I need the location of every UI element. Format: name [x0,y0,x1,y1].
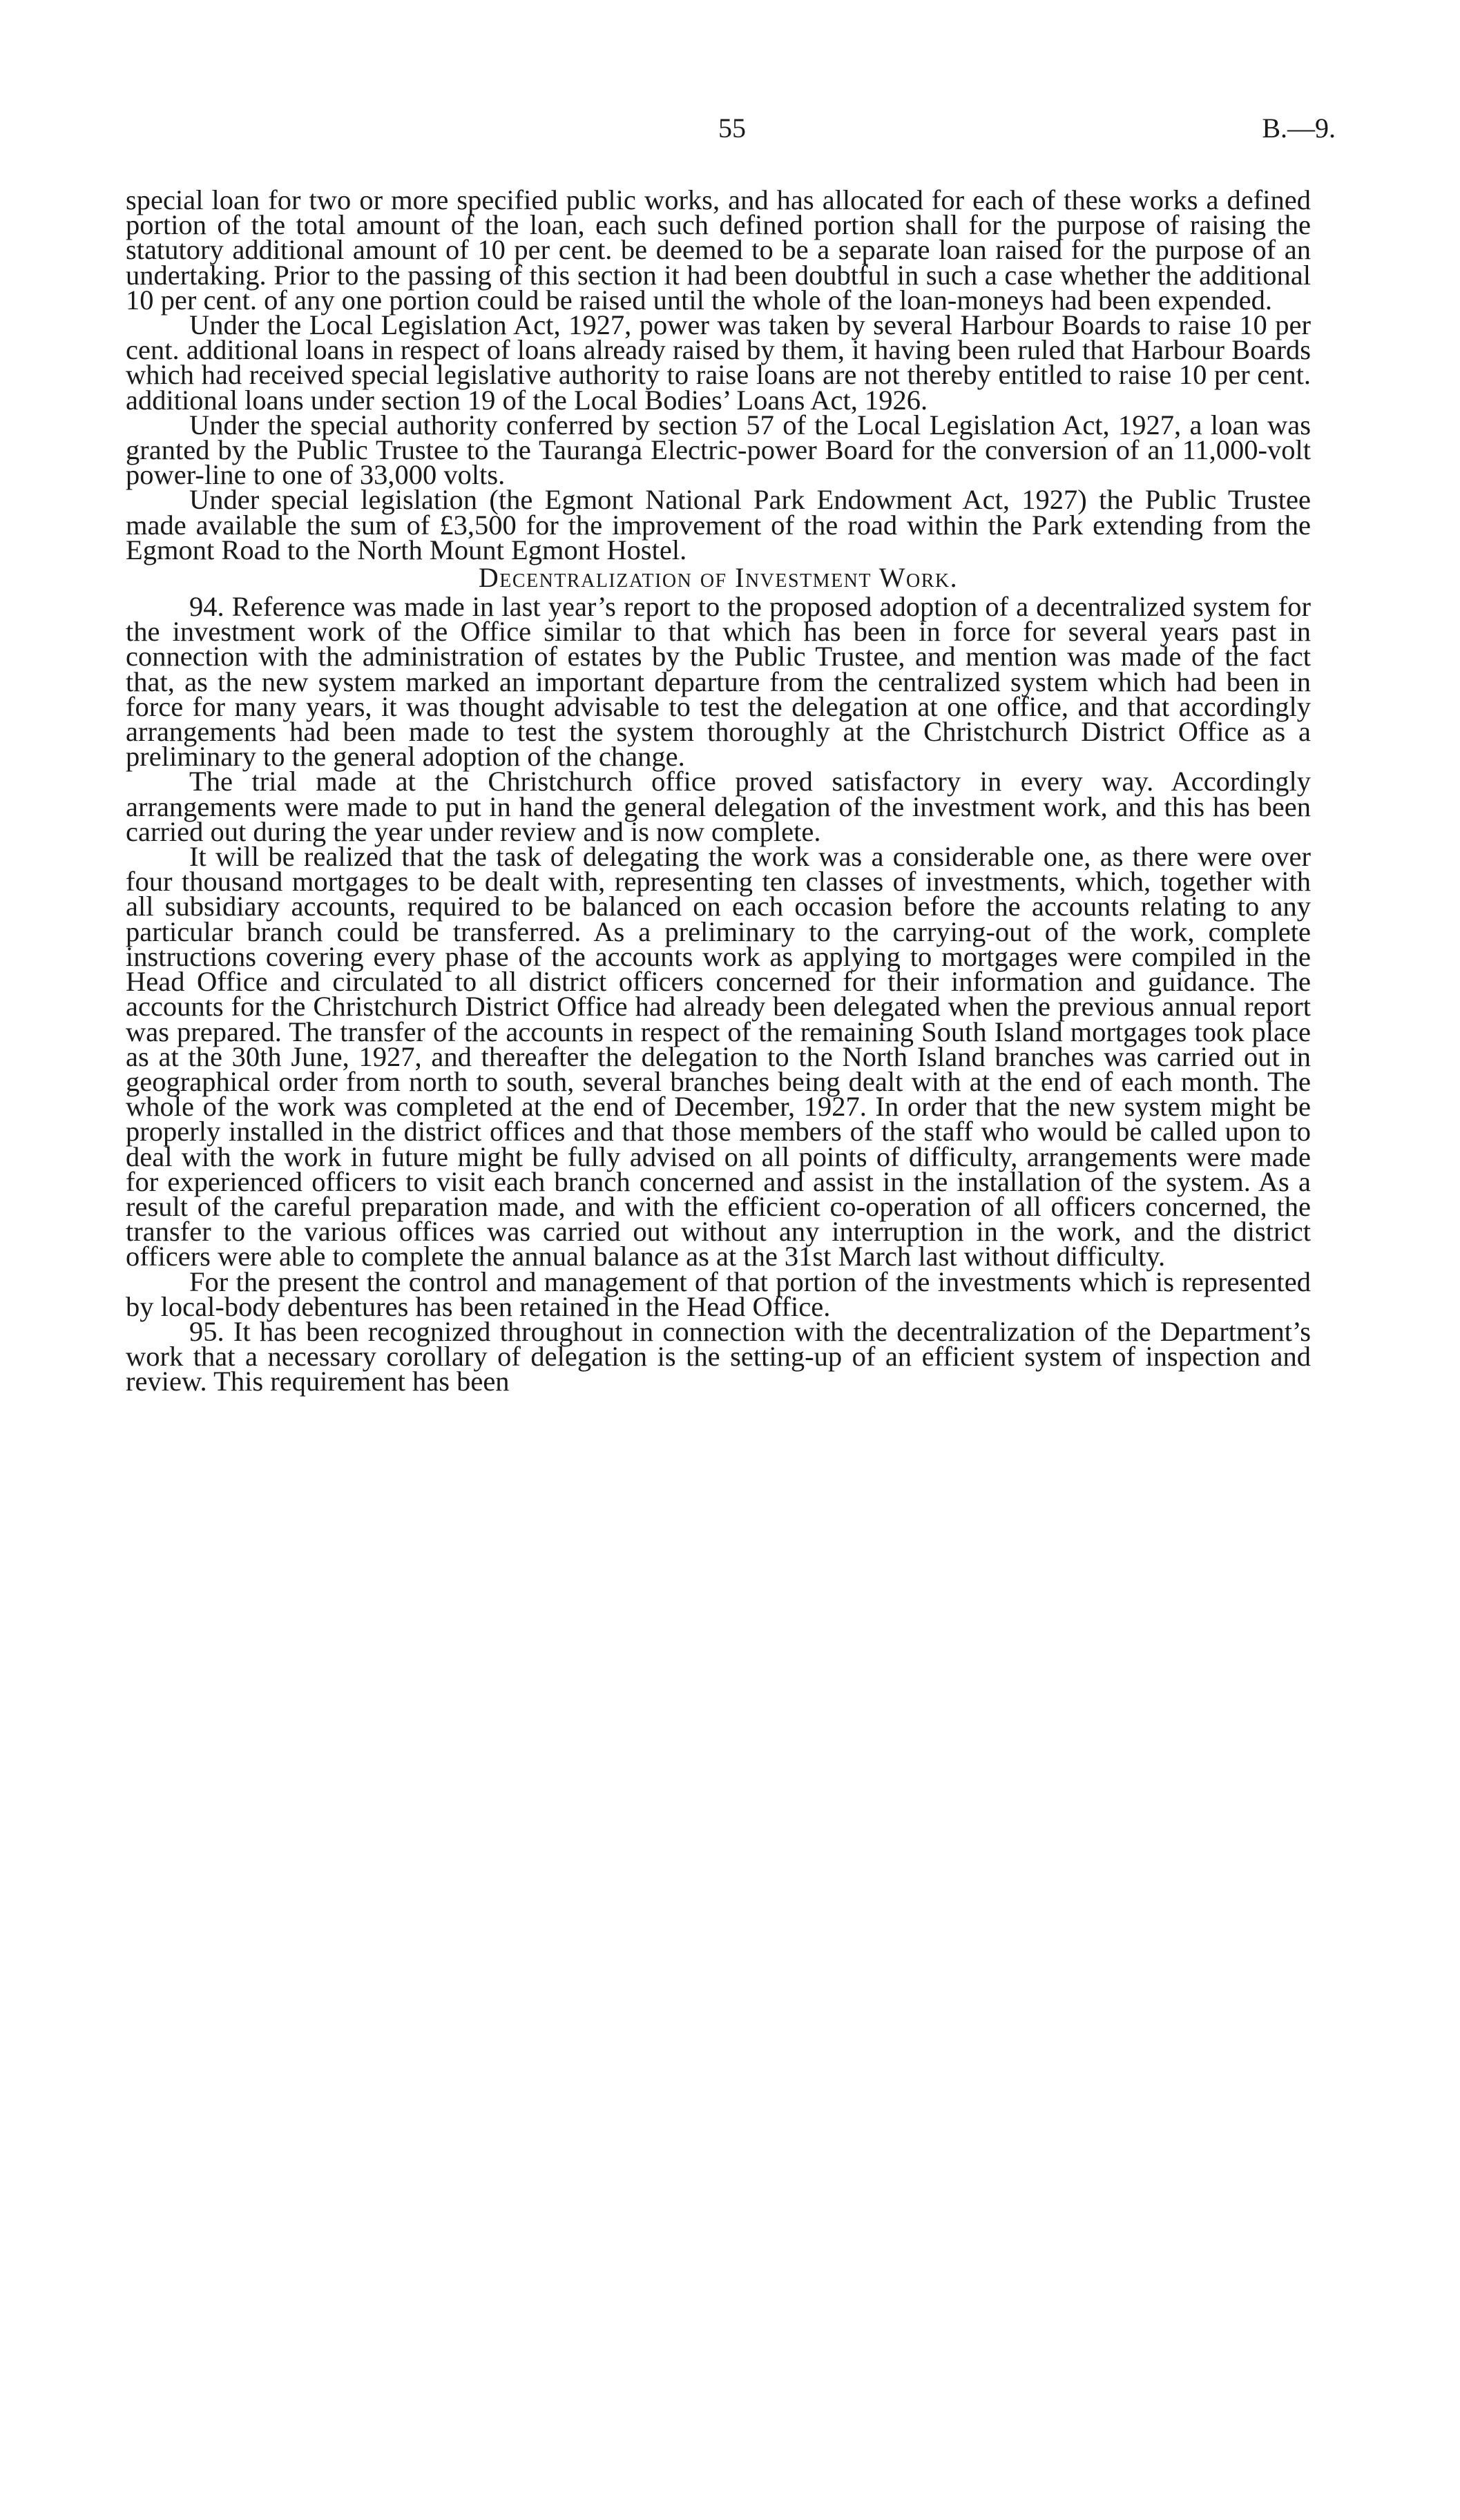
paragraph-local-body-debentures: For the present the control and management of that portion of the investments which is represented by local-body debentures has been retained in the Head Office. [126,1266,1311,1322]
paragraph-continued: special loan for two or more specified public works, and has allocated for each of these works a defined portion of the total amount of the loan, each such defined portion shall for the purpose of raising the statutory additional amount of 10 per cent. be deemed to be a separate loan raised for the purpose of an undertaking. Prior to the passing of this section it had been doubtful in such a case whether the additional 10 per cent. of any one portion could be raised until the whole of the loan-moneys had been expended. [126,184,1311,316]
paragraph-94: 94. Reference was made in last year’s report to the proposed adoption of a decentralized system for the investment work of the Office similar to that which has been in force for several years past in connection with the administration of estates by the Public Trustee, and mention was made of the fact that, as the new system marked an important departure from the centralized system which had been in force for many years, it was thought advisable to test the delegation at one office, and that accordingly arrangements had been made to test the system thoroughly at the Christchurch District Office as a preliminary to the general adoption of the change. [126,591,1311,773]
document-reference: B.—9. [1262,113,1336,144]
paragraph-christchurch-trial: The trial made at the Christchurch office proved satisfactory in every way. Accordingly arrangements were made to put in hand the general delegation of the investment work, and this has been carried out during the year under review and is now complete. [126,766,1311,847]
paragraph-95: 95. It has been recognized throughout in connection with the decentralization of the Department’s work that a necessary corollary of delegation is the setting-up of an efficient system of inspection and review. This requirement has been [126,1315,1311,1397]
paragraph-tauranga-loan: Under the special authority conferred by section 57 of the Local Legislation Act, 1927, a loan was granted by the Public Trustee to the Tauranga Electric-power Board for the conversion of an 11,000-volt power-line to one of 33,000 volts. [126,409,1311,491]
section-heading: Decentralization of Investment Work. [478,562,959,594]
paragraph-harbour-boards: Under the Local Legislation Act, 1927, power was taken by several Harbour Boards to raise 10 per cent. additional loans in respect of loans already raised by them, it having been ruled that Harbour Boards which had received special legislative authority to raise loans are not thereby entitled to raise 10 per cent. additional loans under section 19 of the Local Bodies’ Loans Act, 1926. [126,309,1311,416]
paragraph-egmont-park: Under special legislation (the Egmont National Park Endowment Act, 1927) the Public Trustee made available the sum of £3,500 for the improvement of the road within the Park extending from the Egmont Road to the North Mount Egmont Hostel. [126,484,1311,565]
page-number: 55 [718,113,746,144]
paragraph-delegation-task: It will be realized that the task of delegating the work was a considerable one, as there were over four thousand mortgages to be dealt with, representing ten classes of investments, which, together with all subsidiary accounts, required to be balanced on each occasion before the accounts relating to any particular branch could be transferred. As a preliminary to the carrying-out of the work, complete instructions covering every phase of the accounts work as applying to mortgages were compiled in the Head Office and circulated to all district officers concerned for their information and guidance. The accounts for the Christchurch District Office had already been delegated when the previous annual report was prepared. The transfer of the accounts in respect of the remaining South Island mortgages took place as at the 30th June, 1927, and thereafter the delegation to the North Island branches was carried out in geographical order from north to south, several branches being dealt with at the end of each month. The whole of the work was completed at the end of December, 1927. In order that the new system might be properly installed in the district offices and that those members of the staff who would be called upon to deal with the work in future might be fully advised on all points of difficulty, arrangements were made for experienced officers to visit each branch concerned and assist in the installation of the system. As a result of the careful preparation made, and with the efficient co-operation of all officers concerned, the transfer to the various offices was carried out without any interruption in the work, and the district officers were able to complete the annual balance as at the 31st March last without difficulty. [126,841,1311,1272]
body-text [126,184,1311,1397]
